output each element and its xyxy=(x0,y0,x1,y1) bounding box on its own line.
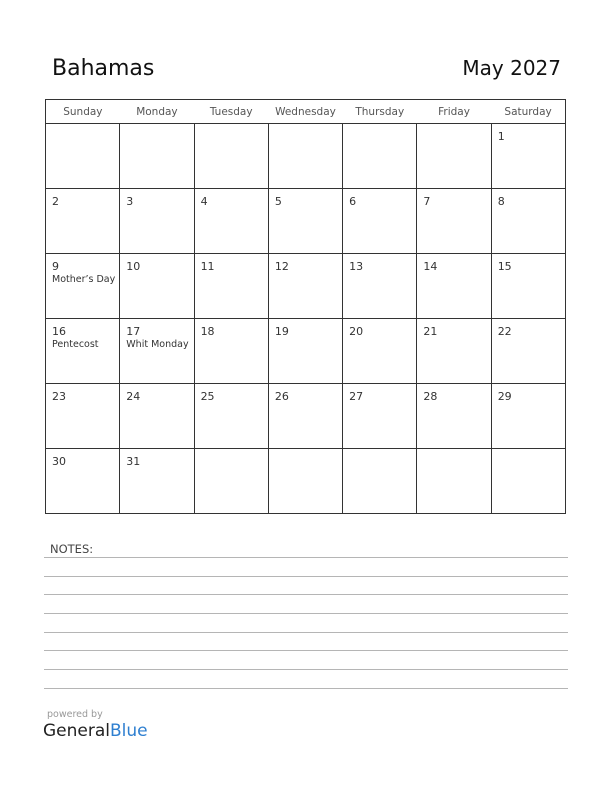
day-number: 26 xyxy=(274,390,289,403)
day-cell xyxy=(120,124,194,189)
day-cell xyxy=(194,384,268,449)
day-cell xyxy=(417,319,491,384)
day-cell xyxy=(194,189,268,254)
day-number: 14 xyxy=(423,260,438,273)
day-number: 29 xyxy=(497,390,512,403)
day-cell xyxy=(120,319,194,384)
day-cell xyxy=(268,384,342,449)
day-cell xyxy=(343,384,417,449)
week-row xyxy=(46,189,566,254)
day-number: 24 xyxy=(126,390,141,403)
day-cell xyxy=(46,449,120,514)
note-line xyxy=(44,594,568,595)
day-number: 12 xyxy=(274,260,289,273)
day-cell xyxy=(120,384,194,449)
day-number: 7 xyxy=(423,195,431,208)
day-cell xyxy=(120,189,194,254)
weekday-header-row xyxy=(46,100,566,124)
note-line xyxy=(44,557,568,558)
week-row xyxy=(46,449,566,514)
note-line xyxy=(44,632,568,633)
note-line xyxy=(44,576,568,577)
day-number: 30 xyxy=(52,455,66,468)
day-cell xyxy=(343,319,417,384)
day-number: 10 xyxy=(126,260,141,273)
day-cell xyxy=(343,254,417,319)
week-row xyxy=(46,319,566,384)
holiday-label: Pentecost xyxy=(52,339,99,350)
day-number: 2 xyxy=(52,195,59,208)
day-number: 22 xyxy=(497,325,512,338)
country-title: Bahamas xyxy=(52,56,155,81)
holiday-label: Whit Monday xyxy=(126,339,189,350)
note-line xyxy=(44,669,568,670)
day-number: 4 xyxy=(200,195,208,208)
day-cell xyxy=(491,384,565,449)
note-line xyxy=(44,650,568,651)
day-cell xyxy=(46,384,120,449)
weekday-wednesday: Wednesday xyxy=(268,100,342,124)
powered-by-text: powered by xyxy=(47,709,103,720)
day-cell xyxy=(491,124,565,189)
day-number: 28 xyxy=(423,390,438,403)
day-cell xyxy=(491,319,565,384)
month-year-title: May 2027 xyxy=(462,56,561,80)
day-number: 13 xyxy=(349,260,364,273)
day-number: 31 xyxy=(126,455,141,468)
weekday-monday: Monday xyxy=(120,100,194,124)
day-cell xyxy=(268,254,342,319)
day-cell xyxy=(120,449,194,514)
day-number: 5 xyxy=(274,195,282,208)
day-cell xyxy=(120,254,194,319)
day-cell xyxy=(268,124,342,189)
note-line xyxy=(44,613,568,614)
day-cell xyxy=(46,124,120,189)
generalblue-logo[interactable] xyxy=(43,721,148,741)
calendar-grid xyxy=(45,99,566,514)
day-cell xyxy=(491,189,565,254)
day-number: 20 xyxy=(349,325,364,338)
day-cell xyxy=(417,189,491,254)
day-cell xyxy=(268,319,342,384)
week-row xyxy=(46,254,566,319)
brand-general: General xyxy=(43,721,110,741)
day-cell xyxy=(194,124,268,189)
week-row xyxy=(46,124,566,189)
week-row xyxy=(46,384,566,449)
day-cell xyxy=(46,319,120,384)
day-cell xyxy=(491,254,565,319)
day-cell xyxy=(268,189,342,254)
day-cell xyxy=(194,319,268,384)
day-cell xyxy=(46,189,120,254)
weekday-friday: Friday xyxy=(417,100,491,124)
day-number: 23 xyxy=(52,390,66,403)
day-number: 9 xyxy=(52,260,59,273)
note-line xyxy=(44,688,568,689)
day-cell xyxy=(417,254,491,319)
brand-blue: Blue xyxy=(110,721,148,741)
day-number: 27 xyxy=(349,390,364,403)
day-number: 19 xyxy=(274,325,289,338)
day-cell xyxy=(417,449,491,514)
day-cell xyxy=(343,449,417,514)
weekday-tuesday: Tuesday xyxy=(194,100,268,124)
weekday-saturday: Saturday xyxy=(491,100,565,124)
day-cell xyxy=(343,124,417,189)
weekday-thursday: Thursday xyxy=(343,100,417,124)
day-number: 16 xyxy=(52,325,66,338)
day-number: 8 xyxy=(497,195,505,208)
day-number: 3 xyxy=(126,195,134,208)
day-cell xyxy=(46,254,120,319)
day-cell xyxy=(194,254,268,319)
day-number: 21 xyxy=(423,325,438,338)
day-number: 1 xyxy=(497,130,505,143)
holiday-label: Mother’s Day xyxy=(52,274,116,285)
day-cell xyxy=(268,449,342,514)
day-number: 11 xyxy=(200,260,215,273)
weekday-sunday: Sunday xyxy=(46,100,120,124)
day-number: 17 xyxy=(126,325,141,338)
day-number: 6 xyxy=(349,195,357,208)
day-number: 15 xyxy=(497,260,512,273)
day-cell xyxy=(343,189,417,254)
day-cell xyxy=(417,124,491,189)
day-number: 18 xyxy=(200,325,215,338)
day-cell xyxy=(417,384,491,449)
day-number: 25 xyxy=(200,390,215,403)
day-cell xyxy=(194,449,268,514)
day-cell xyxy=(491,449,565,514)
notes-label: NOTES: xyxy=(50,542,94,556)
